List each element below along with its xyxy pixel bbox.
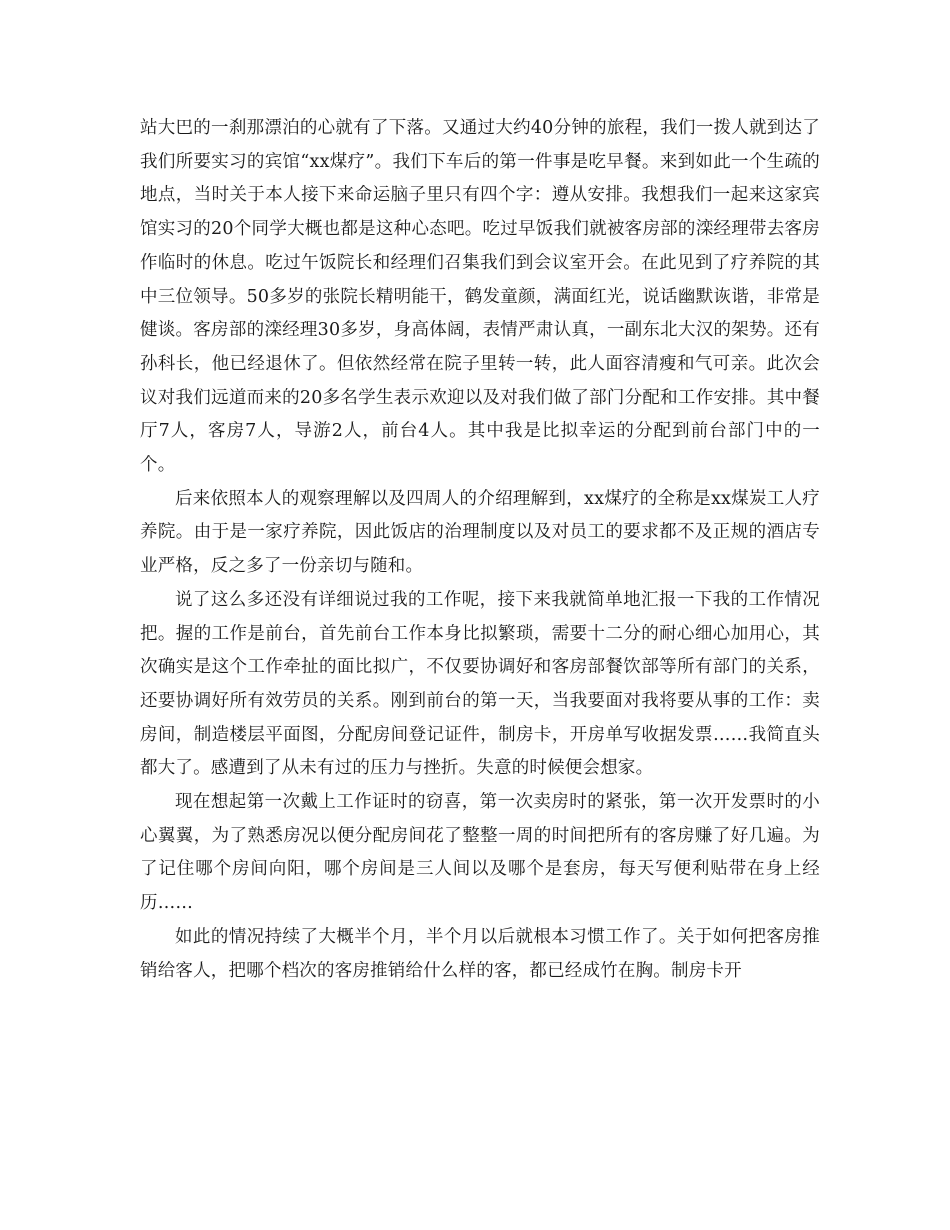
paragraph-4: 现在想起第一次戴上工作证时的窃喜，第一次卖房时的紧张，第一次开发票时的小心翼翼，为了熟悉房况以便分配房间花了整整一周的时间把所有的客房赚了好几遍。为了记住哪个房间向阳，哪个房间是三人间以及哪个是套房，每天写便利贴带在身上经历…… bbox=[140, 792, 820, 914]
paragraph-5: 如此的情况持续了大概半个月，半个月以后就根本习惯工作了。关于如何把客房推销给客人，把哪个档次的客房推销给什么样的客，都已经成竹在胸。制房卡开 bbox=[140, 926, 820, 981]
paragraph-3: 说了这么多还没有详细说过我的工作呢，接下来我就简单地汇报一下我的工作情况把。握的工作是前台，首先前台工作本身比拟繁琐，需要十二分的耐心细心加用心，其次确实是这个工作牵扯的面比拟广，不仅要协调好和客房部餐饮部等所有部门的关系，还要协调好所有效劳员的关系。刚到前台的第一天，当我要面对我将要从事的工作：卖房间，制造楼层平面图，分配房间登记证件，制房卡，开房单写收据发票……我简直头都大了。感遭到了从未有过的压力与挫折。失意的时候便会想家。 bbox=[140, 589, 820, 779]
paragraph-1: 站大巴的一刹那漂泊的心就有了下落。又通过大约40分钟的旅程，我们一拨人就到达了我们所要实习的宾馆“xx煤疗”。我们下车后的第一件事是吃早餐。来到如此一个生疏的地点，当时关于本人接下来命运脑子里只有四个字：遵从安排。我想我们一起来这家宾馆实习的20个同学大概也都是这种心态吧。吃过早饭我们就被客房部的滦经理带去客房作临时的休息。吃过午饭院长和经理们召集我们到会议室开会。在此见到了疗养院的其中三位领导。50多岁的张院长精明能干，鹤发童颜，满面红光，说话幽默诙谐，非常是健谈。客房部的滦经理30多岁，身高体阔，表情严肃认真，一副东北大汉的架势。还有孙科长，他已经退休了。但依然经常在院子里转一转，此人面容清瘦和气可亲。此次会议对我们远道而来的20多名学生表示欢迎以及对我们做了部门分配和工作安排。其中餐厅7人，客房7人，导游2人，前台4人。其中我是比拟幸运的分配到前台部门中的一个。 bbox=[140, 118, 820, 476]
paragraph-2: 后来依照本人的观察理解以及四周人的介绍理解到，xx煤疗的全称是xx煤炭工人疗养院。由于是一家疗养院，因此饭店的治理制度以及对员工的要求都不及正规的酒店专业严格，反之多了一份亲切与随和。 bbox=[140, 488, 820, 577]
document-body bbox=[140, 112, 820, 988]
